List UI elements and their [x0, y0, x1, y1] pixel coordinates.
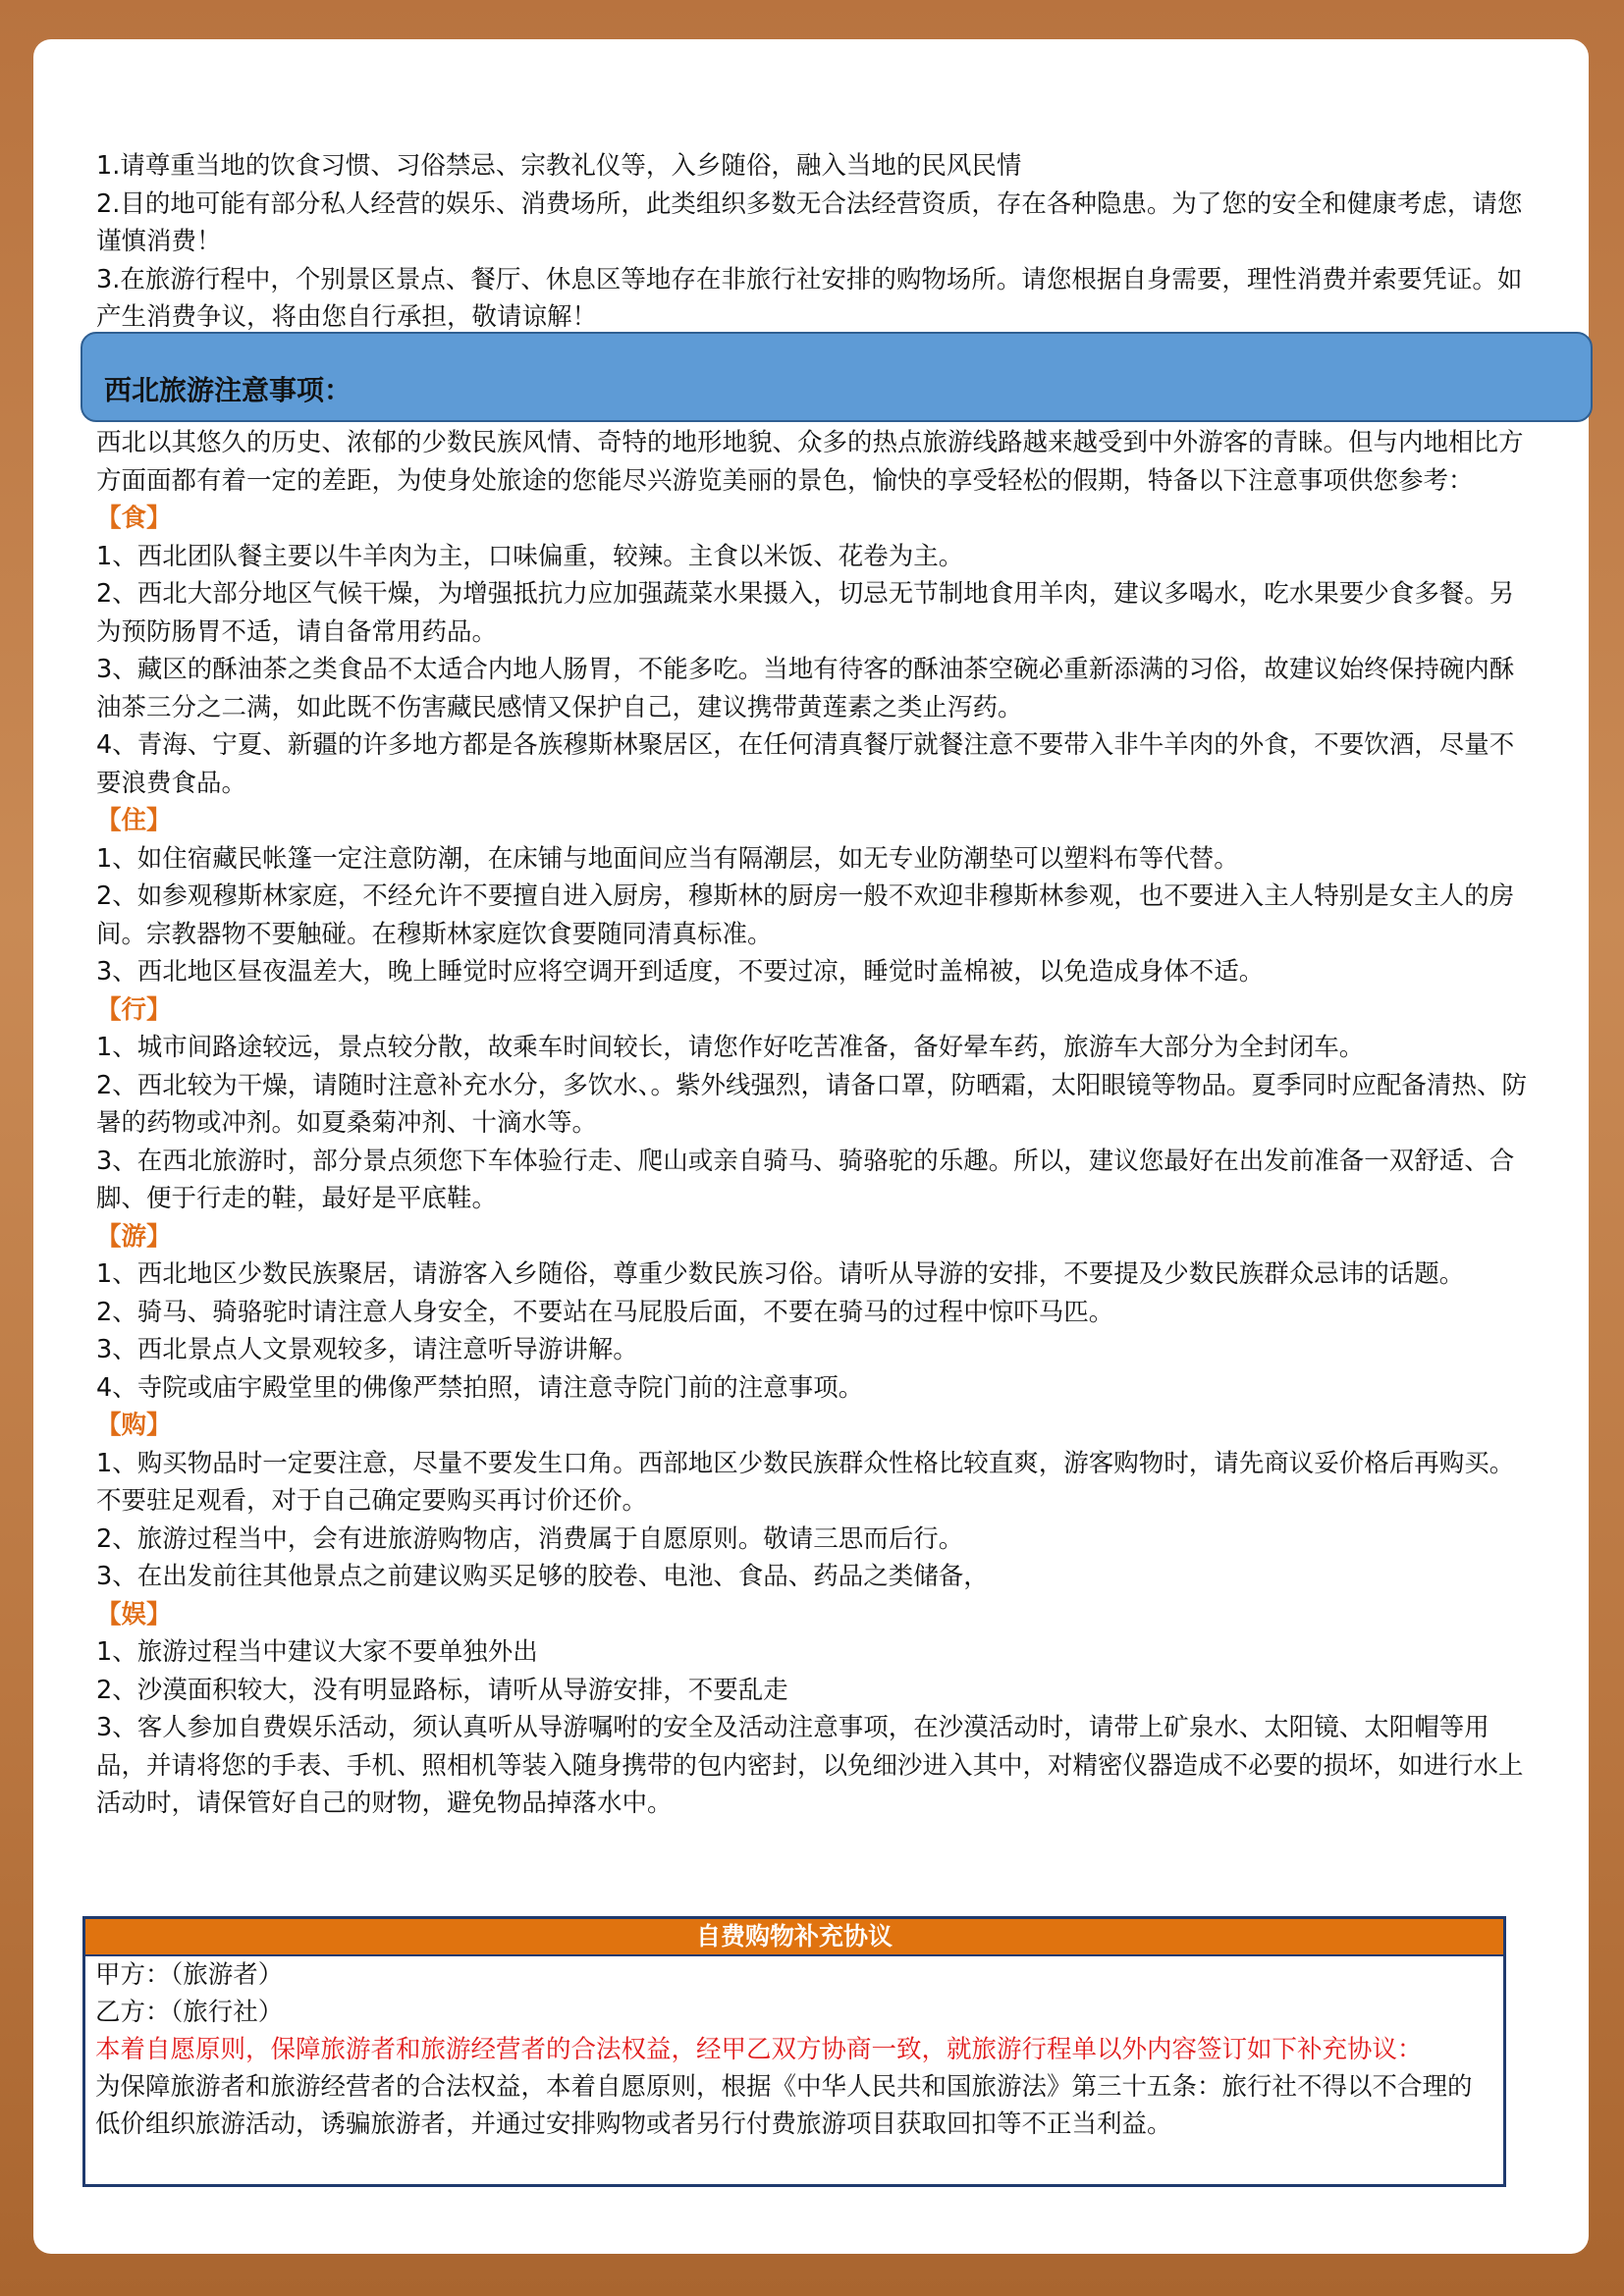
list-item: 2、西北较为干燥，请随时注意补充水分，多饮水、。紫外线强烈，请备口罩，防晒霜，太阳眼镜等物品。夏季同时应配备清热、防暑的药物或冲剂。如夏桑菊冲剂、十滴水等。	[96, 1070, 1527, 1138]
section-title-stay: 【住】	[96, 806, 172, 835]
supplementary-agreement-box	[82, 1916, 1506, 2187]
section-title-food: 【食】	[96, 504, 172, 533]
northwest-notes	[96, 424, 1530, 1823]
list-item: 4、青海、宁夏、新疆的许多地方都是各族穆斯林聚居区，在任何清真餐厅就餐注意不要带入非牛羊肉的外食，不要饮酒，尽量不要浪费食品。	[96, 730, 1515, 798]
list-item: 3、在出发前往其他景点之前建议购买足够的胶卷、电池、食品、药品之类储备，	[96, 1562, 989, 1591]
northwest-intro: 西北以其悠久的历史、浓郁的少数民族风情、奇特的地形地貌、众多的热点旅游线路越来越受到中外游客的青睐。但与内地相比方方面面都有着一定的差距，为使身处旅途的您能尽兴游览美丽的景色，愉快的享受轻松的假期，特备以下注意事项供您参考：	[96, 428, 1524, 496]
list-item: 2、如参观穆斯林家庭，不经允许不要擅自进入厨房，穆斯林的厨房一般不欢迎非穆斯林参观，也不要进入主人特别是女主人的房间。宗教器物不要触碰。在穆斯林家庭饮食要随同清真标准。	[96, 881, 1515, 949]
list-item: 3、藏区的酥油茶之类食品不太适合内地人肠胃，不能多吃。当地有待客的酥油茶空碗必重新添满的习俗，故建议始终保持碗内酥油茶三分之二满，如此既不伤害藏民感情又保护自己，建议携带黄莲素之类止泻药。	[96, 655, 1515, 722]
agreement-title: 自费购物补充协议	[85, 1919, 1503, 1956]
section-banner	[81, 332, 1593, 422]
intro-note-2: 2.目的地可能有部分私人经营的娱乐、消费场所，此类组织多数无合法经营资质，存在各种隐患。为了您的安全和健康考虑，请您谨慎消费！	[96, 188, 1523, 256]
agreement-body: 为保障旅游者和旅游经营者的合法权益，本着自愿原则，根据《中华人民共和国旅游法》第三十五条：旅行社不得以不合理的低价组织旅游活动，诱骗旅游者，并通过安排购物或者另行付费旅游项目获取回扣等不正当利益。	[95, 2072, 1473, 2139]
list-item: 1、购买物品时一定要注意，尽量不要发生口角。西部地区少数民族群众性格比较直爽，游客购物时，请先商议妥价格后再购买。不要驻足观看，对于自己确定要购买再讨价还价。	[96, 1448, 1515, 1516]
intro-note-1: 1.请尊重当地的饮食习惯、习俗禁忌、宗教礼仪等，入乡随俗，融入当地的民风民情	[96, 151, 1022, 181]
list-item: 3、西北地区昼夜温差大，晚上睡觉时应将空调开到适度，不要过凉，睡觉时盖棉被，以免造成身体不适。	[96, 957, 1265, 987]
list-item: 1、城市间路途较远，景点较分散，故乘车时间较长，请您作好吃苦准备，备好晕车药，旅游车大部分为全封闭车。	[96, 1033, 1365, 1062]
section-title-tour: 【游】	[96, 1221, 172, 1252]
party-b: 乙方：（旅行社）	[95, 1998, 284, 2027]
list-item: 4、寺院或庙宇殿堂里的佛像严禁拍照，请注意寺院门前的注意事项。	[96, 1372, 864, 1403]
list-item: 2、旅游过程当中，会有进旅游购物店，消费属于自愿原则。敬请三思而后行。	[96, 1523, 964, 1554]
list-item: 3、在西北旅游时，部分景点须您下车体验行走、爬山或亲自骑马、骑骆驼的乐趣。所以，建议您最好在出发前准备一双舒适、合脚、便于行走的鞋，最好是平底鞋。	[96, 1146, 1515, 1213]
list-item: 1、旅游过程当中建议大家不要单独外出	[96, 1637, 538, 1667]
list-item: 1、西北地区少数民族聚居，请游客入乡随俗，尊重少数民族习俗。请听从导游的安排，不要提及少数民族群众忌讳的话题。	[96, 1259, 1465, 1289]
list-item: 3、西北景点人文景观较多，请注意听导游讲解。	[96, 1335, 638, 1364]
section-title-entertainment: 【娱】	[96, 1599, 172, 1629]
intro-notes	[96, 147, 1530, 337]
list-item: 2、西北大部分地区气候干燥，为增强抵抗力应加强蔬菜水果摄入，切忌无节制地食用羊肉，建议多喝水，吃水果要少食多餐。另为预防肠胃不适，请自备常用药品。	[96, 579, 1515, 647]
list-item: 1、西北团队餐主要以牛羊肉为主，口味偏重，较辣。主食以米饭、花卷为主。	[96, 541, 964, 571]
list-item: 2、沙漠面积较大，没有明显路标，请听从导游安排，不要乱走	[96, 1675, 788, 1705]
banner-title: 西北旅游注意事项：	[104, 374, 352, 406]
section-title-shopping: 【购】	[96, 1411, 172, 1440]
list-item: 2、骑马、骑骆驼时请注意人身安全，不要站在马屁股后面，不要在骑马的过程中惊吓马匹。	[96, 1297, 1114, 1327]
agreement-preamble: 本着自愿原则，保障旅游者和旅游经营者的合法权益，经甲乙双方协商一致，就旅游行程单以外内容签订如下补充协议：	[95, 2035, 1423, 2064]
party-a: 甲方：（旅游者）	[95, 1960, 284, 1990]
list-item: 1、如住宿藏民帐篷一定注意防潮，在床铺与地面间应当有隔潮层，如无专业防潮垫可以塑料布等代替。	[96, 843, 1239, 874]
section-title-travel: 【行】	[96, 994, 172, 1025]
intro-note-3: 3.在旅游行程中，个别景区景点、餐厅、休息区等地存在非旅行社安排的购物场所。请您根据自身需要，理性消费并索要凭证。如产生消费争议，将由您自行承担，敬请谅解！	[96, 264, 1523, 332]
list-item: 3、客人参加自费娱乐活动，须认真听从导游嘱咐的安全及活动注意事项，在沙漠活动时，请带上矿泉水、太阳镜、太阳帽等用品，并请将您的手表、手机、照相机等装入随身携带的包内密封，以免细沙进入其中，对精密仪器造成不必要的损坏，如进行水上活动时，请保管好自己的财物，避免物品掉落水中。	[96, 1713, 1524, 1818]
